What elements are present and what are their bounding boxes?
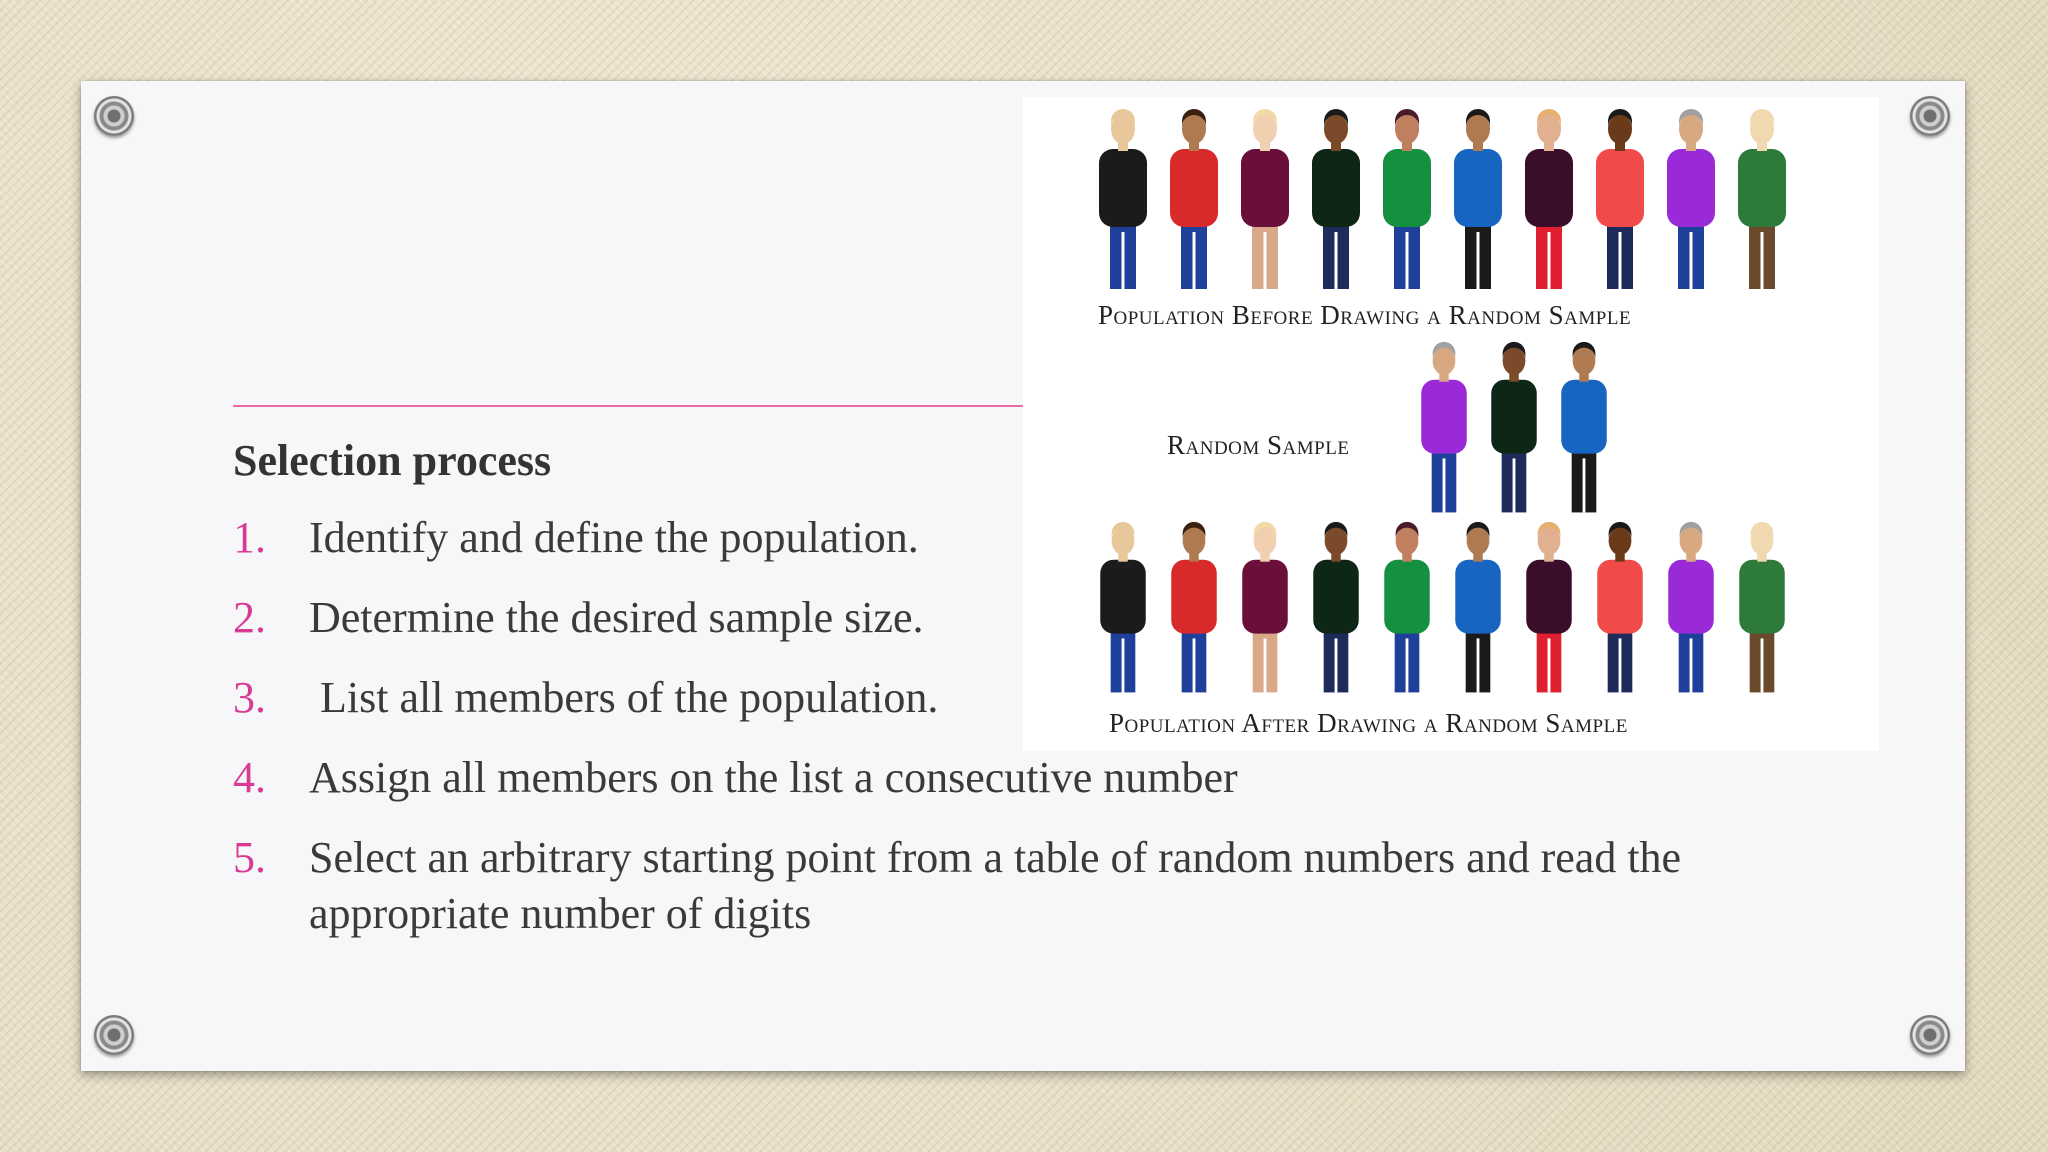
random-sample-crowd bbox=[1419, 340, 1639, 520]
step-text: Select an arbitrary starting point from a table of random numbers and read the appropriate number of digits bbox=[309, 833, 1682, 938]
person-figure-icon bbox=[1313, 522, 1358, 693]
person-figure-icon bbox=[1383, 109, 1431, 289]
grommet-top-right-icon bbox=[1910, 96, 1950, 136]
caption-random-sample: Random Sample bbox=[1167, 430, 1350, 460]
caption-population-after: Population After Drawing a Random Sample bbox=[1109, 708, 1628, 738]
person-figure-icon bbox=[1171, 522, 1216, 693]
person-figure-icon bbox=[1738, 109, 1786, 289]
person-figure-icon bbox=[1100, 522, 1145, 693]
grommet-bottom-left-icon bbox=[94, 1015, 134, 1055]
step-text: Assign all members on the list a consecutive number bbox=[309, 753, 1238, 802]
person-figure-icon bbox=[1667, 109, 1715, 289]
person-figure-icon bbox=[1241, 109, 1289, 289]
step-number: 4. bbox=[233, 753, 266, 802]
title-divider bbox=[233, 405, 1023, 407]
step-number: 1. bbox=[233, 513, 266, 562]
person-figure-icon bbox=[1455, 522, 1500, 693]
person-figure-icon bbox=[1525, 109, 1573, 289]
step-text: Determine the desired sample size. bbox=[309, 593, 924, 642]
person-figure-icon bbox=[1668, 522, 1713, 693]
step-text: List all members of the population. bbox=[309, 673, 939, 722]
caption-population-before: Population Before Drawing a Random Sample bbox=[1098, 300, 1632, 330]
person-figure-icon bbox=[1099, 109, 1147, 289]
step-number: 2. bbox=[233, 593, 266, 642]
person-figure-icon bbox=[1491, 342, 1536, 513]
grommet-top-left-icon bbox=[94, 96, 134, 136]
grommet-bottom-right-icon bbox=[1910, 1015, 1950, 1055]
person-figure-icon bbox=[1312, 109, 1360, 289]
person-figure-icon bbox=[1526, 522, 1571, 693]
person-figure-icon bbox=[1421, 342, 1466, 513]
person-figure-icon bbox=[1242, 522, 1287, 693]
random-sample-illustration bbox=[1023, 97, 1879, 751]
person-figure-icon bbox=[1597, 522, 1642, 693]
person-figure-icon bbox=[1596, 109, 1644, 289]
person-figure-icon bbox=[1384, 522, 1429, 693]
person-figure-icon bbox=[1739, 522, 1784, 693]
person-figure-icon bbox=[1170, 109, 1218, 289]
section-heading: Selection process bbox=[233, 436, 552, 485]
population-after-crowd bbox=[1098, 520, 1798, 700]
person-figure-icon bbox=[1454, 109, 1502, 289]
step-text: Identify and define the population. bbox=[309, 513, 919, 562]
step-item bbox=[233, 830, 1833, 942]
step-item bbox=[233, 750, 1833, 806]
person-figure-icon bbox=[1561, 342, 1606, 513]
step-number: 3. bbox=[233, 673, 266, 722]
step-number: 5. bbox=[233, 833, 266, 882]
population-before-crowd bbox=[1098, 107, 1798, 297]
